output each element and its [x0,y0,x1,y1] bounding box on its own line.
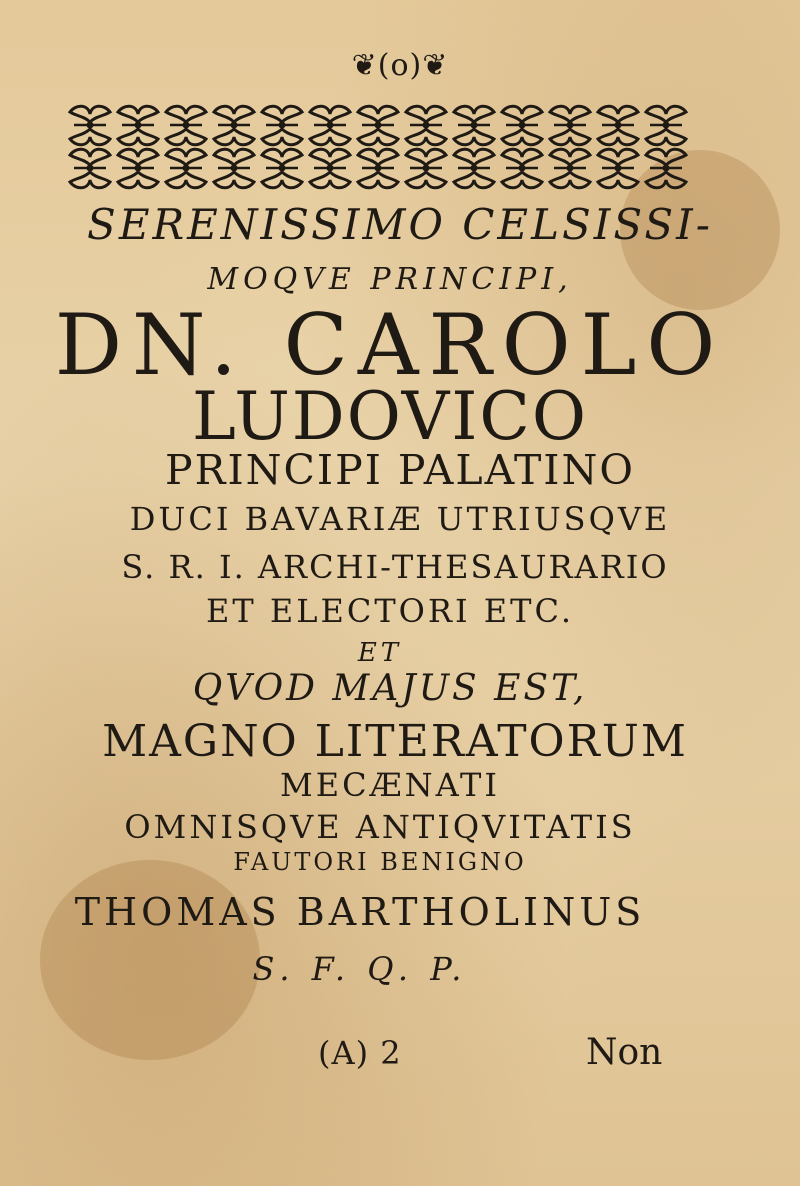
catchword: Non [586,1032,663,1073]
header-mark-text: (o) [377,48,423,83]
decorative-border-icon [66,104,690,190]
dedication-title-3: S. R. I. ARCHI-THESAURARIO [121,548,669,586]
author-name: THOMAS BARTHOLINUS [74,890,646,934]
fleuron-right-icon: ❦ [422,48,449,83]
dedication-conjunction: ET [357,638,403,668]
author-formula: S. F. Q. P. [252,950,468,988]
signature-mark: (A) 2 [318,1034,402,1072]
dedication-title-4: ET ELECTORI ETC. [205,592,575,630]
fleuron-left-icon: ❦ [351,48,378,83]
dedication-title-7: OMNISQVE ANTIQVITATIS [124,808,636,846]
dedication-title-1: PRINCIPI PALATINO [165,446,635,494]
dedication-line-2: MOQVE PRINCIPI, [207,262,573,297]
dedication-line-1: SERENISSIMO CELSISSI- [87,200,713,249]
dedication-phrase: QVOD MAJUS EST, [192,668,588,709]
dedication-title-5: MAGNO LITERATORUM [102,716,688,767]
dedication-title-6: MECÆNATI [280,766,500,804]
header-ornament [0,48,800,83]
dedicatee-name: DN. CAROLO [54,296,726,394]
dedication-title-8: FAUTORI BENIGNO [233,848,527,876]
dedication-title-2: DUCI BAVARIÆ UTRIUSQVE [129,500,671,538]
dedicatee-name-2: LUDOVICO [191,378,589,455]
